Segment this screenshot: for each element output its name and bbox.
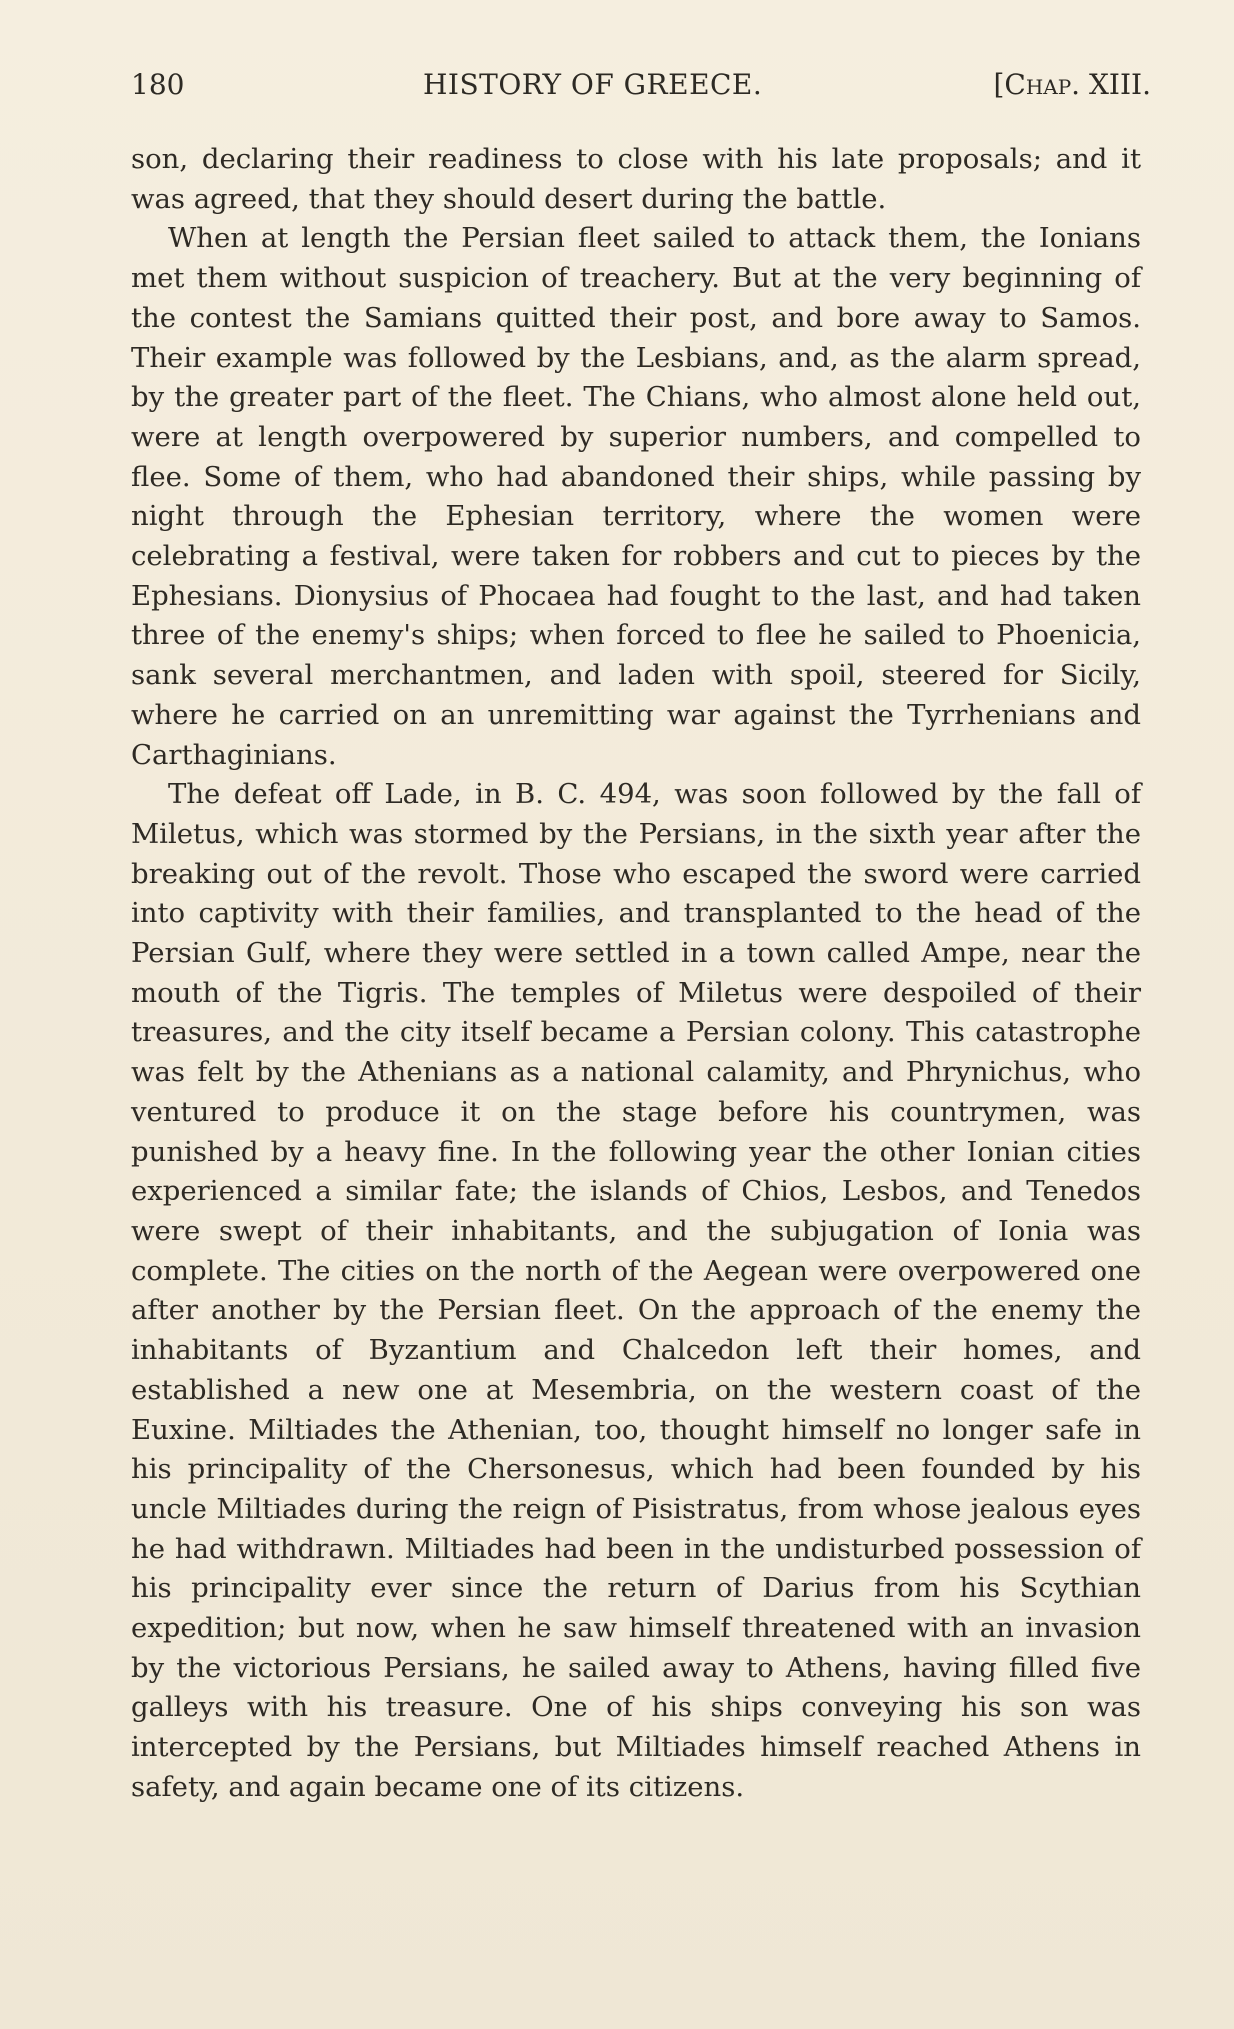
paragraph-fall-of-miletus: The defeat off Lade, in B. C. 494, was soon followed by the fall of Miletus, which was stormed by the Persians, in the sixth year after the breaking out of the revolt. Those who escaped the sword were carried into captivity with their families, and transplanted to the head of the Persian Gulf, where they were settled in a town called Ampe, near the mouth of the Tigris. The temples of Miletus were despoiled of their treasures, and the city itself became a Persian colony. This catastrophe was felt by the Athenians as a national calamity, and Phrynichus, who ventured to produce it on the stage before his countrymen, was punished by a heavy fine. In the following year the other Ionian cities experienced a similar fate; the islands of Chios, Lesbos, and Tenedos were swept of their inhabitants, and the subjugation of Ionia was complete. The cities on the north of the Aegean were overpowered one after another by the Persian fleet. On the approach of the enemy the inhabitants of Byzantium and Chalcedon left their homes, and established a new one at Mesembria, on the western coast of the Euxine. Miltiades the Athenian, too, thought himself no longer safe in his principality of the Chersonesus, which had been founded by his uncle Miltiades during the reign of Pisistratus, from whose jealous eyes he had withdrawn. Miltiades had been in the undisturbed possession of his principality ever since the return of Darius from his Scythian expedition; but now, when he saw himself threatened with an invasion by the victorious Persians, he sailed away to Athens, having filled five galleys with his treasure. One of his ships conveying his son was intercepted by the Persians, but Miltiades himself reached Athens in safety, and again became one of its citizens.	[131, 778, 1141, 1803]
chapter-reference: [Chap. XIII.	[993, 68, 1151, 101]
body-text	[131, 140, 1141, 1808]
running-title: HISTORY OF GREECE.	[423, 68, 763, 101]
page-number: 180	[131, 68, 185, 101]
running-header	[131, 68, 1151, 114]
paragraph-persian-fleet: When at length the Persian fleet sailed to attack them, the Ionians met them without suspicion of treachery. But at the very beginning of the contest the Samians quitted their post, and bore away to Samos. Their example was followed by the Lesbians, and, as the alarm spread, by the greater part of the fleet. The Chians, who almost alone held out, were at length overpowered by superior numbers, and compelled to flee. Some of them, who had abandoned their ships, while passing by night through the Ephesian territory, where the women were celebrating a festival, were taken for robbers and cut to pieces by the Ephesians. Dionysius of Phocaea had fought to the last, and had taken three of the enemy's ships; when forced to flee he sailed to Phoenicia, sank several merchantmen, and laden with spoil, steered for Sicily, where he carried on an unremitting war against the Tyrrhenians and Carthaginians.	[131, 222, 1141, 771]
paragraph-continuation: son, declaring their readiness to close with his late proposals; and it was agreed, that they should desert during the battle.	[131, 143, 1141, 215]
